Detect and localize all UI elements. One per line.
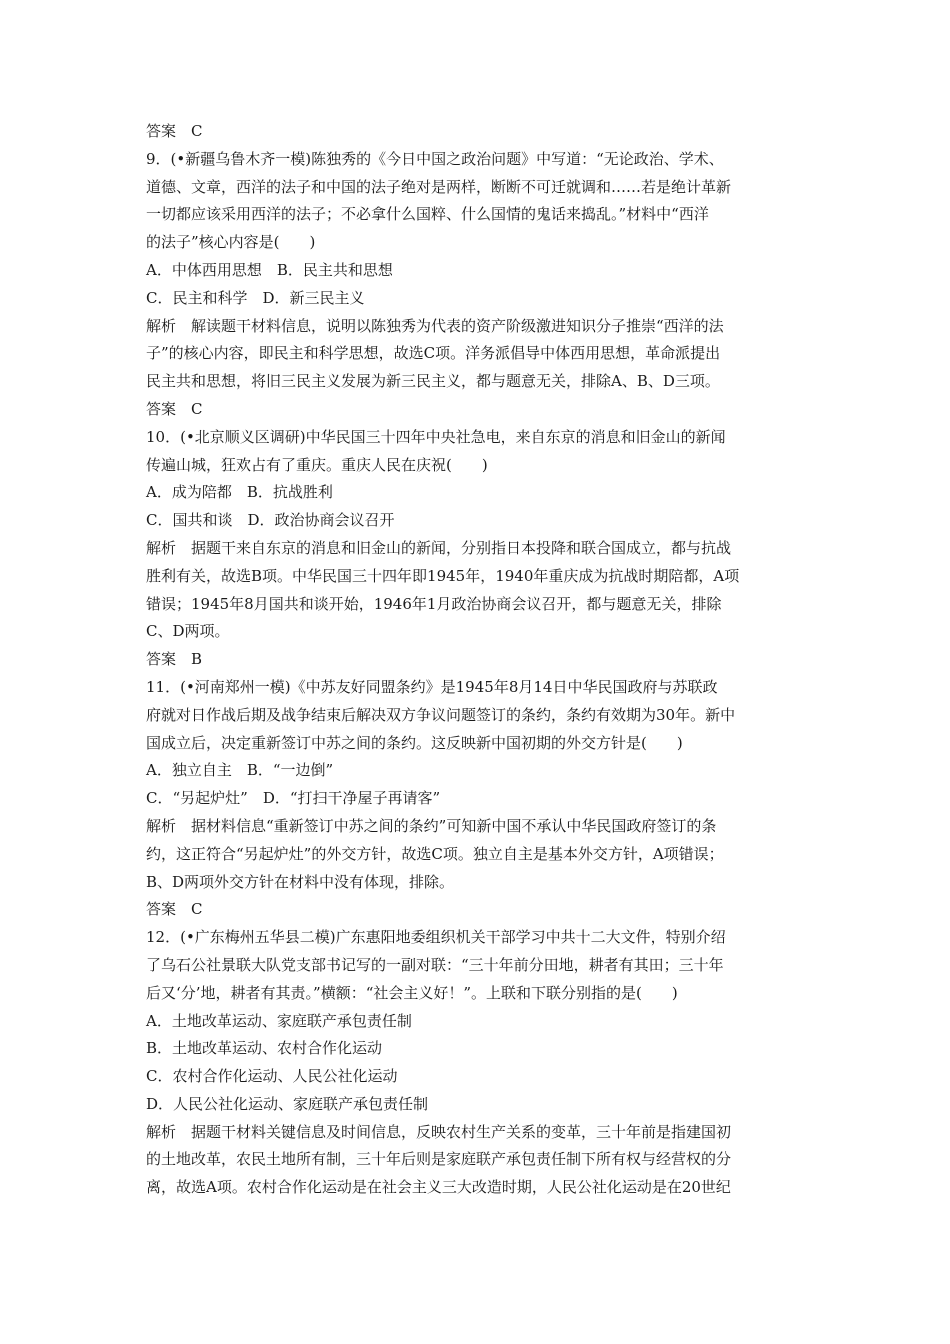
text-line: 错误；1945年8月国共和谈开始，1946年1月政治协商会议召开，都与题意无关，排除 [146,594,722,613]
text-line: 的土地改革，农民土地所有制，三十年后则是家庭联产承包责任制下所有权与经营权的分 [146,1150,732,1169]
text-line: 道德、文章，西洋的法子和中国的法子绝对是两样，断断不可迁就调和……若是绝计革新 [146,177,732,196]
text-line: C．“另起炉灶” D．“打扫干净屋子再请客” [146,789,441,808]
text-line: 10．(•北京顺义区调研)中华民国三十四年中央社急电，来自东京的消息和旧金山的新闻 [146,427,726,446]
text-line: 的法子”核心内容是( ) [146,233,316,252]
text-line: 民主共和思想，将旧三民主义发展为新三民主义，都与题意无关，排除A、B、D三项。 [146,372,720,391]
text-line: 答案 C [146,122,203,140]
text-line: 胜利有关，故选B项。中华民国三十四年即1945年，1940年重庆成为抗战时期陪都，A项 [146,566,740,585]
text-line: 11．(•河南郑州一模)《中苏友好同盟条约》是1945年8月14日中华民国政府与苏联政 [146,677,718,696]
text-line: B、D两项外交方针在材料中没有体现，排除。 [146,872,455,891]
text-line: 了乌石公社景联大队党支部书记写的一副对联：“三十年前分田地，耕者有其田；三十年 [146,955,724,974]
text-line: C．农村合作化运动、人民公社化运动 [146,1067,398,1086]
text-line: D．人民公社化运动、家庭联产承包责任制 [146,1094,429,1113]
text-line: 解析 据题干来自东京的消息和旧金山的新闻，分别指日本投降和联合国成立，都与抗战 [146,538,732,557]
document-page [146,118,816,1202]
text-line: C．民主和科学 D．新三民主义 [146,288,365,307]
text-line: 答案 C [146,399,203,418]
text-line: C．国共和谈 D．政治协商会议召开 [146,511,395,530]
text-line: 约，这正符合“另起炉灶”的外交方针，故选C项。独立自主是基本外交方针，A项错误； [146,844,724,863]
text-line: 府就对日作战后期及战争结束后解决双方争议问题签订的条约，条约有效期为30年。新中 [146,705,736,724]
text-line: 答案 B [146,650,203,669]
text-line: 一切都应该采用西洋的法子；不必拿什么国粹、什么国情的鬼话来捣乱。”材料中“西洋 [146,205,709,224]
text-line: B．土地改革运动、农村合作化运动 [146,1039,383,1058]
text-line: 离，故选A项。农村合作化运动是在社会主义三大改造时期，人民公社化运动是在20世纪 [146,1178,731,1197]
text-line: 9．(•新疆乌鲁木齐一模)陈独秀的《今日中国之政治问题》中写道：“无论政治、学术、 [146,149,724,168]
text-line: 解析 解读题干材料信息，说明以陈独秀为代表的资产阶级激进知识分子推崇“西洋的法 [146,316,724,335]
text-line: A．成为陪都 B．抗战胜利 [146,483,333,502]
text-line: 子”的核心内容，即民主和科学思想，故选C项。洋务派倡导中体西用思想，革命派提出 [146,344,721,363]
text-line: A．土地改革运动、家庭联产承包责任制 [146,1011,412,1030]
text-line: 国成立后，决定重新签订中苏之间的条约。这反映新中国初期的外交方针是( ) [146,733,683,752]
text-line: 12．(•广东梅州五华县二模)广东惠阳地委组织机关干部学习中共十二大文件，特别介绍 [146,928,726,947]
text-line: 答案 C [146,900,203,919]
text-line: 解析 据题干材料关键信息及时间信息，反映农村生产关系的变革，三十年前是指建国初 [146,1122,732,1141]
text-line: A．中体西用思想 B．民主共和思想 [146,260,393,279]
text-line: A．独立自主 B．“一边倒” [146,761,334,780]
text-line: C、D两项。 [146,622,230,641]
text-line: 后又‘分’地，耕者有其责。”横额：“社会主义好！”。上联和下联分别指的是( ) [146,983,678,1002]
text-line: 传遍山城，狂欢占有了重庆。重庆人民在庆祝( ) [146,455,488,474]
text-line: 解析 据材料信息“重新签订中苏之间的条约”可知新中国不承认中华民国政府签订的条 [146,816,717,835]
